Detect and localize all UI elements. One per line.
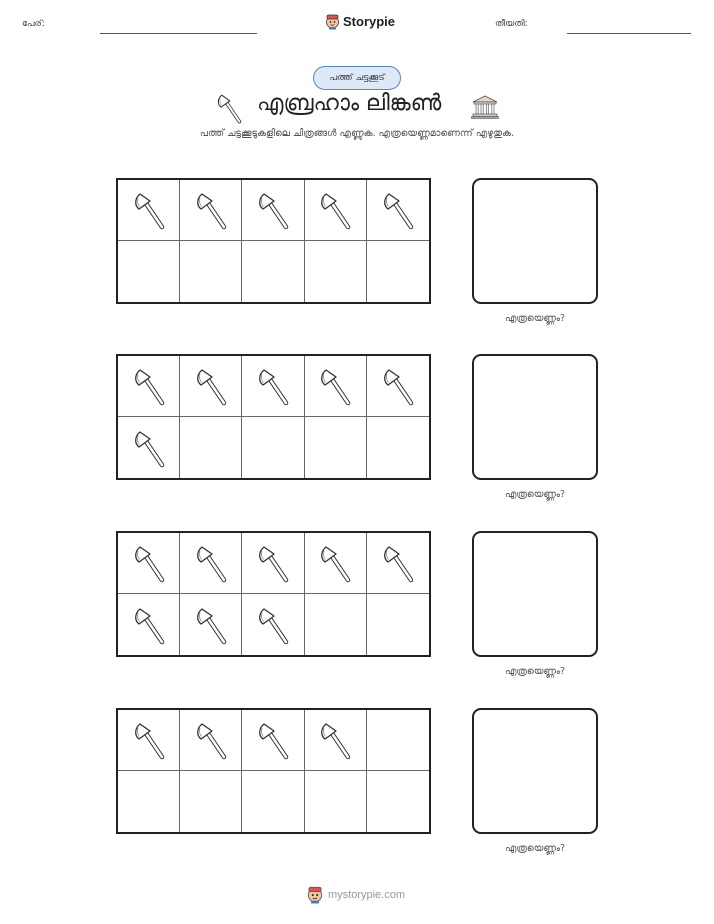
frame-cell	[118, 710, 180, 771]
ten-frame	[116, 178, 431, 304]
storypie-mascot-icon	[306, 885, 324, 904]
frame-cell	[180, 771, 242, 832]
frame-cell	[180, 417, 242, 478]
axe-icon	[131, 428, 167, 468]
frame-cell	[180, 241, 242, 302]
answer-box[interactable]	[472, 178, 598, 304]
frame-cell	[367, 356, 429, 417]
topic-badge-text: പത്ത് ചട്ടക്കൂട്	[329, 73, 385, 83]
frame-cell	[367, 710, 429, 771]
ten-frame	[116, 354, 431, 480]
frame-cell	[305, 771, 367, 832]
axe-icon	[255, 543, 291, 583]
frame-cell	[180, 710, 242, 771]
frame-cell	[242, 241, 304, 302]
frame-cell	[118, 180, 180, 241]
axe-icon	[255, 605, 291, 645]
answer-prompt: എത്രയെണ്ണം?	[504, 489, 566, 500]
date-label: തീയതി:	[495, 19, 528, 29]
frame-cell	[242, 533, 304, 594]
frame-cell	[242, 771, 304, 832]
axe-icon	[255, 366, 291, 406]
frame-cell	[367, 594, 429, 655]
frame-cell	[367, 180, 429, 241]
axe-icon	[131, 720, 167, 760]
frame-cell	[367, 771, 429, 832]
frame-cell	[118, 241, 180, 302]
axe-icon	[380, 190, 416, 230]
frame-cell	[118, 771, 180, 832]
axe-icon	[317, 190, 353, 230]
frame-cell	[118, 594, 180, 655]
title-row	[0, 88, 714, 124]
answer-prompt: എത്രയെണ്ണം?	[504, 313, 566, 324]
axe-icon	[193, 366, 229, 406]
axe-icon	[193, 605, 229, 645]
brand-name: Storypie	[343, 14, 396, 29]
frame-cell	[305, 180, 367, 241]
government-building-icon	[470, 94, 500, 120]
axe-icon	[131, 366, 167, 406]
frame-cell	[305, 241, 367, 302]
ten-frame	[116, 708, 431, 834]
name-field[interactable]	[100, 33, 257, 34]
axe-icon	[317, 543, 353, 583]
axe-icon	[193, 190, 229, 230]
footer-url[interactable]: mystorypie.com	[328, 888, 406, 901]
answer-box[interactable]	[472, 531, 598, 657]
storypie-mascot-icon	[325, 13, 340, 30]
frame-cell	[242, 710, 304, 771]
ten-frame	[116, 531, 431, 657]
frame-cell	[118, 417, 180, 478]
frame-cell	[242, 417, 304, 478]
footer	[306, 885, 405, 904]
frame-cell	[118, 533, 180, 594]
axe-icon	[214, 92, 244, 124]
axe-icon	[380, 366, 416, 406]
frame-cell	[305, 417, 367, 478]
answer-box[interactable]	[472, 354, 598, 480]
frame-cell	[242, 356, 304, 417]
axe-icon	[131, 543, 167, 583]
axe-icon	[317, 366, 353, 406]
axe-icon	[255, 720, 291, 760]
frame-cell	[305, 594, 367, 655]
frame-cell	[367, 241, 429, 302]
frame-cell	[180, 594, 242, 655]
frame-cell	[305, 356, 367, 417]
axe-icon	[131, 190, 167, 230]
axe-icon	[317, 720, 353, 760]
answer-prompt: എത്രയെണ്ണം?	[504, 843, 566, 854]
axe-icon	[255, 190, 291, 230]
frame-cell	[180, 533, 242, 594]
frame-cell	[180, 356, 242, 417]
name-label: പേര്:	[22, 19, 45, 29]
axe-icon	[131, 605, 167, 645]
frame-cell	[242, 180, 304, 241]
axe-icon	[380, 543, 416, 583]
frame-cell	[180, 180, 242, 241]
answer-box[interactable]	[472, 708, 598, 834]
frame-cell	[305, 533, 367, 594]
date-field[interactable]	[567, 33, 691, 34]
frame-cell	[367, 417, 429, 478]
brand-logo	[325, 13, 395, 30]
answer-prompt: എത്രയെണ്ണം?	[504, 666, 566, 677]
page-title: എബ്രഹാം ലിങ്കൺ	[257, 91, 442, 116]
axe-icon	[193, 543, 229, 583]
axe-icon	[193, 720, 229, 760]
frame-cell	[305, 710, 367, 771]
frame-cell	[242, 594, 304, 655]
frame-cell	[118, 356, 180, 417]
frame-cell	[367, 533, 429, 594]
instructions: പത്ത് ചട്ടക്കൂടുകളിലെ ചിത്രങ്ങൾ എണ്ണുക. എത്രയെണ്ണമാണെന്ന് എഴുതുക.	[199, 128, 515, 139]
topic-badge	[313, 66, 401, 90]
